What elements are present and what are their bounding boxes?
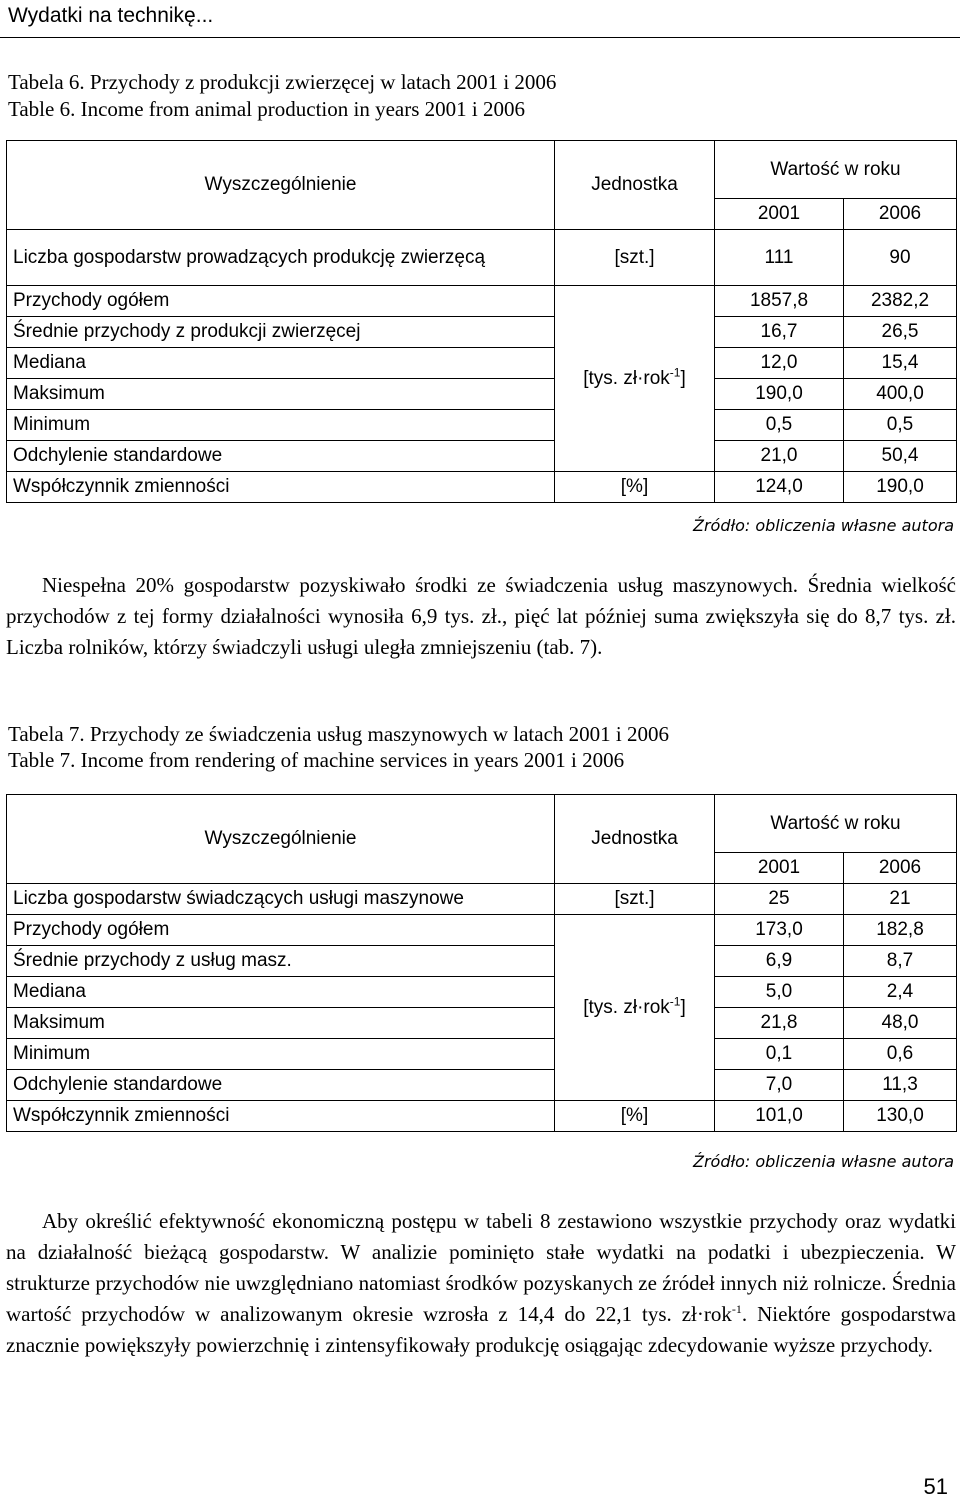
value-2001: 0,1 [715, 1039, 844, 1070]
row-label: Średnie przychody z usług masz. [7, 946, 555, 977]
table-row [7, 1070, 957, 1101]
table-row [7, 410, 957, 441]
value-2006: 15,4 [844, 348, 957, 379]
unit-count: [szt.] [555, 230, 715, 286]
table7-source: Źródło: obliczenia własne autora [693, 1152, 954, 1171]
table-row [7, 946, 957, 977]
running-header [0, 0, 960, 40]
table-row [7, 1101, 957, 1132]
value-2006: 50,4 [844, 441, 957, 472]
value-2001: 21,8 [715, 1008, 844, 1039]
value-2001: 16,7 [715, 317, 844, 348]
row-label: Minimum [7, 1039, 555, 1070]
row-label: Odchylenie standardowe [7, 441, 555, 472]
value-2006: 26,5 [844, 317, 957, 348]
value-2001: 6,9 [715, 946, 844, 977]
running-header-title: Wydatki na technikę... [8, 4, 214, 27]
table-row [7, 1008, 957, 1039]
unit-money-close: ] [680, 367, 686, 389]
value-2006: 130,0 [844, 1101, 957, 1132]
value-2001: 0,5 [715, 410, 844, 441]
table7-head-value: Wartość w roku [715, 795, 957, 853]
value-2006: 90 [844, 230, 957, 286]
row-label: Liczba gospodarstw prowadzących produkcję zwierzęcą [7, 230, 555, 286]
value-2001: 101,0 [715, 1101, 844, 1132]
table-row [7, 915, 957, 946]
value-2006: 190,0 [844, 472, 957, 503]
value-2006: 0,5 [844, 410, 957, 441]
unit-money-exponent: -1 [669, 365, 681, 380]
paragraph-2-exponent: -1 [731, 1302, 742, 1316]
table7 [6, 794, 957, 1132]
table6-head-year-2001: 2001 [715, 199, 844, 230]
table7-head-year-2001: 2001 [715, 853, 844, 884]
row-label: Mediana [7, 348, 555, 379]
row-label: Maksimum [7, 1008, 555, 1039]
row-label: Maksimum [7, 379, 555, 410]
table-row [7, 317, 957, 348]
table6-head-unit: Jednostka [555, 141, 715, 230]
unit-money-text: [tys. zł·rok [583, 996, 670, 1018]
row-label: Przychody ogółem [7, 915, 555, 946]
table-row [7, 379, 957, 410]
unit-money-close: ] [680, 996, 686, 1018]
unit-percent: [%] [555, 1101, 715, 1132]
page-number: 51 [923, 1474, 948, 1499]
value-2001: 124,0 [715, 472, 844, 503]
row-label: Współczynnik zmienności [7, 1101, 555, 1132]
paragraph-2-text-end: . Niektóre gospodarstwa znacznie powiększyły powierzchnię i zintensyfikowały produkcję osiągając zdecydowanie wyższe przychody. [6, 1302, 956, 1357]
table-row [7, 286, 957, 317]
value-2001: 21,0 [715, 441, 844, 472]
table-row [7, 1039, 957, 1070]
table7-caption-pl: Tabela 7. Przychody ze świadczenia usług maszynowych w latach 2001 i 2006 [8, 722, 669, 746]
table6-head-value: Wartość w roku [715, 141, 957, 199]
table6-caption-en: Table 6. Income from animal production in years 2001 i 2006 [8, 97, 525, 121]
table7-head-item: Wyszczególnienie [7, 795, 555, 884]
value-2001: 111 [715, 230, 844, 286]
value-2001: 5,0 [715, 977, 844, 1008]
unit-money-exponent: -1 [669, 994, 681, 1009]
table7-caption-en: Table 7. Income from rendering of machine services in years 2001 i 2006 [8, 748, 625, 772]
row-label: Średnie przychody z produkcji zwierzęcej [7, 317, 555, 348]
table6 [6, 140, 957, 503]
value-2006: 400,0 [844, 379, 957, 410]
value-2001: 25 [715, 884, 844, 915]
value-2006: 8,7 [844, 946, 957, 977]
value-2001: 7,0 [715, 1070, 844, 1101]
table-row [7, 884, 957, 915]
table-row [7, 441, 957, 472]
value-2001: 12,0 [715, 348, 844, 379]
unit-money [555, 286, 715, 472]
value-2006: 0,6 [844, 1039, 957, 1070]
table6-source: Źródło: obliczenia własne autora [693, 516, 954, 535]
value-2006: 2382,2 [844, 286, 957, 317]
table-row [7, 472, 957, 503]
header-rule [0, 37, 960, 38]
paragraph-1 [6, 570, 956, 663]
row-label: Liczba gospodarstw świadczących usługi maszynowe [7, 884, 555, 915]
table6-head-item: Wyszczególnienie [7, 141, 555, 230]
unit-percent: [%] [555, 472, 715, 503]
value-2006: 182,8 [844, 915, 957, 946]
table7-head-year-2006: 2006 [844, 853, 957, 884]
row-label: Przychody ogółem [7, 286, 555, 317]
paragraph-2-text: Aby określić efektywność ekonomiczną postępu w tabeli 8 zestawiono wszystkie przychody oraz wydatki na działalność bieżącą gospodarstw. W analizie pominięto stałe wydatki na podatki i ubezpieczenia. W strukturze przychodów nie uwzględniano natomiast środków pozyskanych ze źródeł innych niż rolnicze. Średnia wartość przychodów w analizowanym okresie wzrosła z 14,4 do 22,1 tys. zł·rok [6, 1209, 956, 1326]
unit-money-text: [tys. zł·rok [583, 367, 670, 389]
row-label: Odchylenie standardowe [7, 1070, 555, 1101]
table6-head-year-2006: 2006 [844, 199, 957, 230]
value-2006: 2,4 [844, 977, 957, 1008]
value-2006: 11,3 [844, 1070, 957, 1101]
value-2006: 21 [844, 884, 957, 915]
row-label: Mediana [7, 977, 555, 1008]
unit-count: [szt.] [555, 884, 715, 915]
value-2001: 1857,8 [715, 286, 844, 317]
row-label: Minimum [7, 410, 555, 441]
table-row [7, 230, 957, 286]
value-2006: 48,0 [844, 1008, 957, 1039]
table6-caption-pl: Tabela 6. Przychody z produkcji zwierzęcej w latach 2001 i 2006 [8, 70, 557, 94]
table-row [7, 977, 957, 1008]
table7-head-unit: Jednostka [555, 795, 715, 884]
table-row [7, 348, 957, 379]
value-2001: 173,0 [715, 915, 844, 946]
unit-money [555, 915, 715, 1101]
row-label: Współczynnik zmienności [7, 472, 555, 503]
value-2001: 190,0 [715, 379, 844, 410]
paragraph-2 [6, 1206, 956, 1361]
paragraph-1-text: Niespełna 20% gospodarstw pozyskiwało środki ze świadczenia usług maszynowych. Średnia wielkość przychodów z tej formy działalności wynosiła 6,9 tys. zł., pięć lat później suma zwiększyła się do 8,7 tys. zł. Liczba rolników, którzy świadczyli usługi uległa zmniejszeniu (tab. 7). [6, 573, 956, 659]
